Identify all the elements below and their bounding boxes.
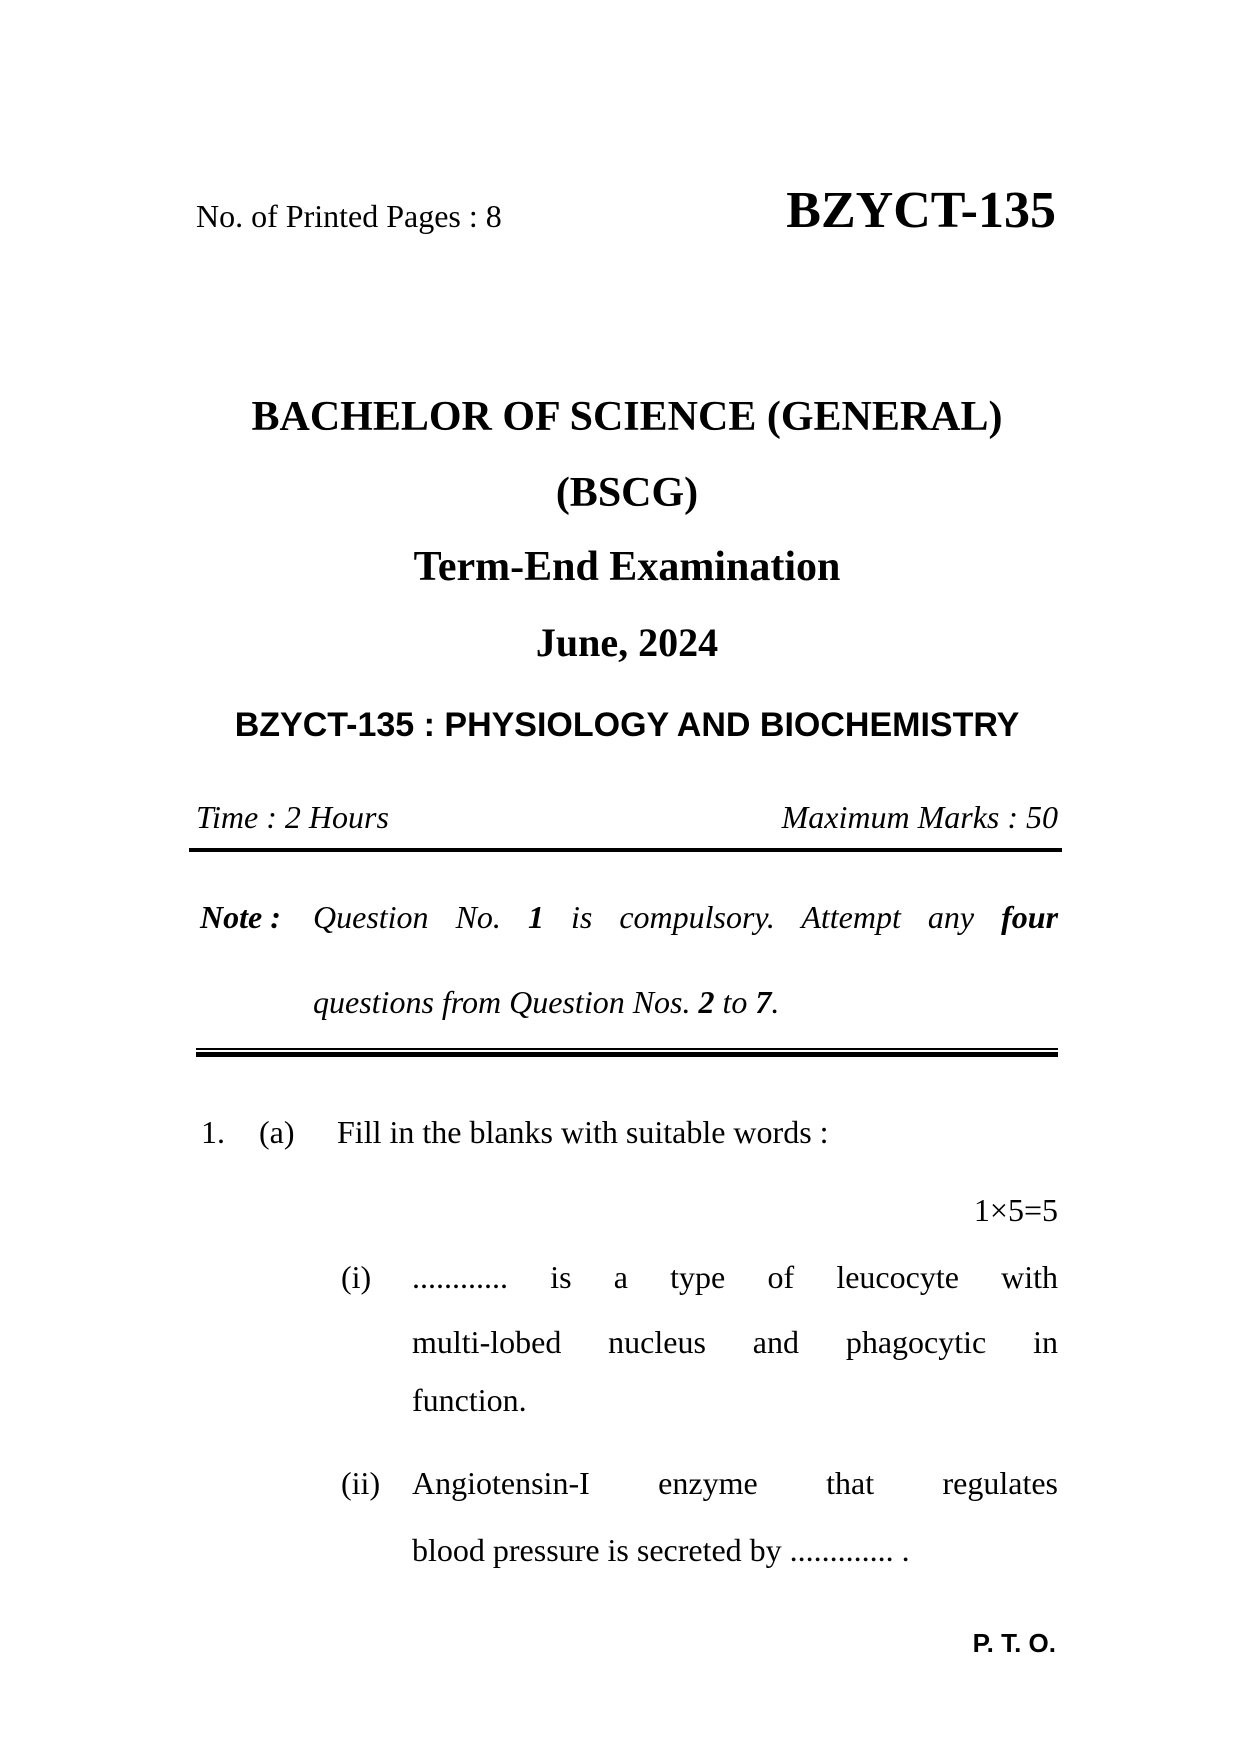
printed-pages-label: No. of Printed Pages : 8 xyxy=(196,198,502,234)
note-line-2 xyxy=(313,982,1058,1022)
paper-code: BZYCT-135 xyxy=(786,182,1056,239)
exam-title: Term-End Examination xyxy=(413,544,841,590)
question-number: 1. xyxy=(201,1114,225,1150)
note-text-segment: questions from Question Nos. xyxy=(313,984,699,1020)
question-part-text: Fill in the blanks with suitable words : xyxy=(337,1114,829,1150)
marks-value: 1×5=5 xyxy=(973,1192,1058,1228)
note-text-segment: . xyxy=(771,984,780,1020)
note-bold-segment: four xyxy=(1001,899,1059,935)
meta-row xyxy=(196,797,1058,837)
program-title: BACHELOR OF SCIENCE (GENERAL) xyxy=(251,394,1003,440)
subject-title: BZYCT-135 : PHYSIOLOGY AND BIOCHEMISTRY xyxy=(234,706,1020,744)
subitem-i-line-3: function. xyxy=(412,1382,527,1418)
pto-label: P. T. O. xyxy=(972,1628,1056,1658)
double-rule xyxy=(196,1048,1058,1057)
note-bold-segment: 7 xyxy=(755,984,772,1020)
note-text-segment: to xyxy=(714,984,756,1020)
subitem-ii-marker: (ii) xyxy=(341,1465,381,1501)
page-content xyxy=(196,0,1058,1754)
single-rule xyxy=(189,848,1062,852)
subitem-ii-line-1: Angiotensin-I enzyme that regulates xyxy=(412,1465,1058,1501)
note-label: Note : xyxy=(200,899,281,935)
subitem-i-line-2: multi-lobed nucleus and phagocytic in xyxy=(412,1324,1058,1360)
subitem-ii-line-2: blood pressure is secreted by ............. . xyxy=(412,1532,910,1568)
note-text-segment: Question No. xyxy=(313,899,528,935)
exam-session: June, 2024 xyxy=(535,620,719,665)
program-abbr: (BSCG) xyxy=(555,470,699,516)
question-part-label: (a) xyxy=(259,1114,295,1150)
note-bold-segment: 2 xyxy=(698,984,715,1020)
subitem-i-line-1: ............ is a type of leucocyte with xyxy=(412,1259,1058,1295)
note-text-segment: is compulsory. Attempt any xyxy=(543,899,1002,935)
subitem-i-marker: (i) xyxy=(341,1259,372,1295)
time-allowed: Time : 2 Hours xyxy=(196,799,389,835)
note-line-1 xyxy=(313,897,1058,937)
maximum-marks: Maximum Marks : 50 xyxy=(781,799,1058,835)
note-bold-segment: 1 xyxy=(527,899,544,935)
